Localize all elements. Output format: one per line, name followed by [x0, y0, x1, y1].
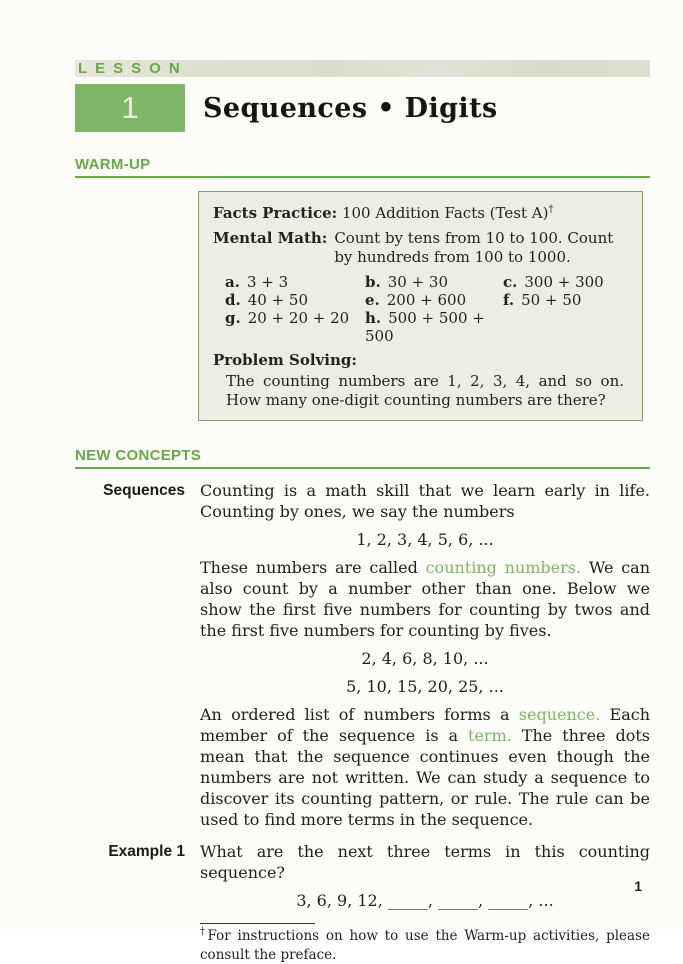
problem-letter: h.	[365, 309, 382, 327]
paragraph-2-text: We can also count by a number other than one. Below we show the first five numbers for counting by twos and the first five numbers for counting by fives.	[200, 558, 651, 640]
facts-practice-text: 100 Addition Facts (Test A)	[341, 204, 549, 222]
warmup-heading-label: WARM-UP	[75, 156, 151, 173]
problem-letter: e.	[365, 291, 380, 309]
paragraph-3-text: An ordered list of numbers forms a	[200, 705, 519, 724]
warmup-facts-box	[198, 191, 643, 421]
mental-math-text: Count by tens from 10 to 100. Count by hundreds from 100 to 1000.	[334, 229, 614, 266]
sequences-margin-label: Sequences	[103, 482, 185, 499]
problem-h	[365, 309, 503, 345]
footnote-separator-rule	[200, 923, 315, 924]
problem-d	[225, 291, 365, 309]
problem-expression: 200 + 600	[386, 291, 467, 309]
sequences-concept-row	[75, 480, 650, 830]
footnote-dagger: †	[200, 926, 208, 938]
paragraph-2-text: These numbers are called	[200, 558, 426, 577]
lesson-eyebrow-band	[75, 60, 650, 77]
facts-practice-dagger: †	[548, 204, 554, 215]
problem-b	[365, 273, 503, 291]
problem-expression: 500 + 500 + 500	[365, 309, 485, 345]
new-concepts-heading-label: NEW CONCEPTS	[75, 447, 202, 464]
problem-letter: g.	[225, 309, 241, 327]
lesson-eyebrow-label: LESSON	[78, 60, 188, 77]
problem-expression: 3 + 3	[246, 273, 289, 291]
mental-math-row	[213, 229, 626, 267]
example-1-question: What are the next three terms in this counting sequence?	[200, 842, 650, 882]
page-content	[75, 60, 650, 964]
lesson-number-box	[75, 84, 185, 132]
sequences-body	[200, 480, 650, 830]
facts-practice-row	[213, 204, 626, 223]
problem-letter: a.	[225, 273, 240, 291]
problem-solving-label: Problem Solving:	[213, 351, 357, 369]
footnote-text: For instructions on how to use the Warm-up activities, please consult the preface.	[200, 928, 651, 963]
mental-math-label: Mental Math:	[213, 229, 328, 247]
paragraph-1: Counting is a math skill that we learn early in life. Counting by ones, we say the numbers	[200, 481, 650, 521]
lesson-number: 1	[121, 90, 139, 125]
sequence-counting-by-twos: 2, 4, 6, 8, 10, ...	[361, 649, 489, 668]
page-number: 1	[634, 878, 642, 894]
problem-expression: 20 + 20 + 20	[247, 309, 350, 327]
problem-e	[365, 291, 503, 309]
lesson-title: Sequences • Digits	[203, 92, 498, 124]
problem-letter: c.	[503, 273, 518, 291]
sequence-counting-by-ones: 1, 2, 3, 4, 5, 6, ...	[356, 530, 494, 549]
problem-letter: d.	[225, 291, 241, 309]
problem-f	[503, 291, 626, 309]
facts-practice-label: Facts Practice:	[213, 204, 338, 222]
paragraph-2	[200, 557, 650, 641]
term-term: term.	[468, 726, 512, 745]
paragraph-3-text: Each member of the sequence is a	[200, 705, 650, 745]
paragraph-3-text: The three dots mean that the sequence continues even though the numbers are not written. We can study a sequence to discover its counting pattern, or rule. The rule can be used to find more terms in the sequence.	[200, 726, 650, 829]
problem-solving-text: The counting numbers are 1, 2, 3, 4, and so on. How many one-digit counting numbers are there?	[226, 372, 624, 409]
paragraph-3	[200, 704, 650, 830]
lesson-header	[75, 84, 650, 132]
problem-expression: 50 + 50	[521, 291, 582, 309]
new-concepts-section-heading	[75, 445, 650, 469]
term-sequence: sequence.	[518, 705, 601, 724]
mental-math-problems	[225, 273, 626, 345]
problem-expression: 40 + 50	[247, 291, 308, 309]
example-1-sequence: 3, 6, 9, 12, _____, _____, _____, ...	[296, 891, 554, 910]
sequence-counting-by-fives: 5, 10, 15, 20, 25, ...	[346, 677, 504, 696]
problem-c	[503, 273, 626, 291]
problem-letter: b.	[365, 273, 381, 291]
problem-g	[225, 309, 365, 345]
warmup-section-heading	[75, 154, 650, 178]
term-counting-numbers: counting numbers.	[425, 558, 582, 577]
example-1-row	[75, 841, 650, 918]
problem-letter: f.	[503, 291, 515, 309]
problem-expression: 30 + 30	[387, 273, 448, 291]
problem-expression: 300 + 300	[524, 273, 604, 291]
example-1-body	[200, 841, 650, 918]
example-1-margin-label: Example 1	[108, 843, 185, 860]
footnote	[200, 923, 650, 964]
problem-a	[225, 273, 365, 291]
